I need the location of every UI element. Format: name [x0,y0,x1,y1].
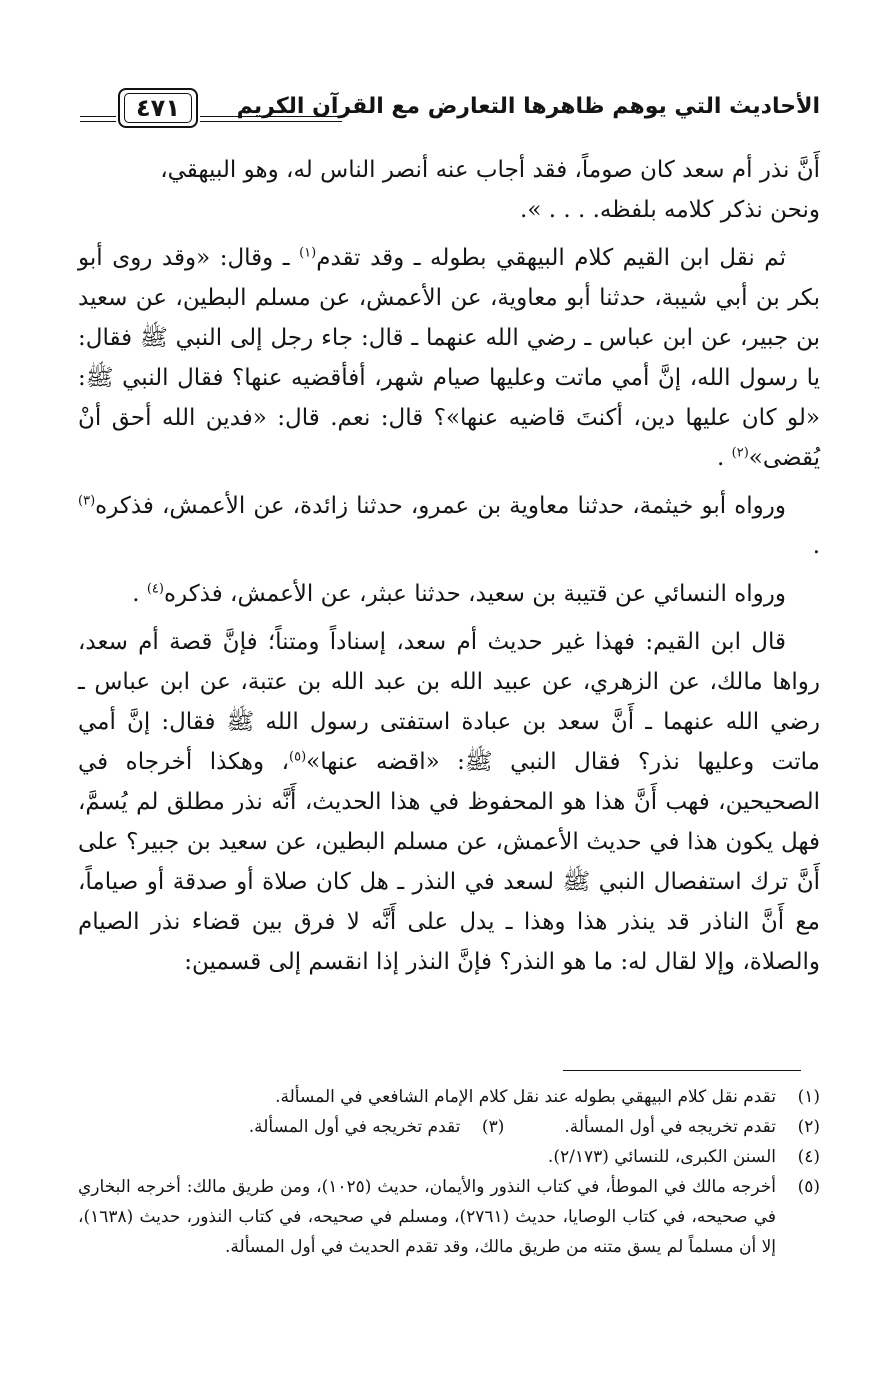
footnote-ref-5: (٥) [289,749,307,765]
footnote-2-3-row [78,1112,820,1142]
footnote-1-text: تقدم نقل كلام البيهقي بطوله عند نقل كلام الإمام الشافعي في المسألة. [275,1087,776,1107]
paragraph-3 [78,486,820,566]
paragraph-1-line-2: ونحن نذكر كلامه بلفظه. . . . ». [520,197,820,223]
footnote-ref-3: (٣) [78,493,96,509]
running-header [80,88,820,132]
paragraph-1 [78,150,820,230]
footnote-5-text: أخرجه مالك في الموطأ، في كتاب النذور والأيمان، حديث (١٠٢٥)، ومن طريق مالك: أخرجه البخاري في صحيحه، في كتاب الوصايا، حديث (٢٧٦١)، ومسلم في صحيحه، في كتاب النذور، حديث (١٦٣٨)، إلا أن مسلماً لم يسق متنه من طريق مالك، وقد تقدم الحديث في أول المسألة. [78,1177,776,1257]
paragraph-5 [78,622,820,982]
footnote-4-number: (٤) [797,1147,820,1167]
footnote-3-text: تقدم تخريجه في أول المسألة. [248,1117,461,1137]
footnote-1 [78,1082,820,1112]
page-number-badge [118,88,198,128]
footnote-2 [564,1112,820,1142]
footnote-divider [563,1070,801,1071]
footnote-ref-4: (٤) [146,581,164,597]
page-number: ٤٧١ [124,93,192,123]
footnote-3-number: (٣) [481,1117,505,1137]
body-text [78,150,820,990]
footnotes [78,1082,820,1262]
footnote-2-text: تقدم تخريجه في أول المسألة. [564,1117,776,1137]
footnote-ref-1: (١) [299,245,317,261]
paragraph-1-line-1: أَنَّ نذر أم سعد كان صوماً، فقد أجاب عنه أنصر الناس له، وهو البيهقي، [160,157,820,183]
paragraph-3-text-b: . [812,533,820,559]
paragraph-4-text-a: ورواه النسائي عن قتيبة بن سعيد، حدثنا عبثر، عن الأعمش، فذكره [163,581,786,607]
paragraph-2 [78,238,820,478]
header-rule [200,116,342,122]
footnote-1-number: (١) [797,1087,820,1107]
paragraph-2-text-b: ـ وقال: «وقد روى أبو بكر بن أبي شيبة، حدثنا أبو معاوية، عن الأعمش، عن مسلم البطين، عن سعيد بن جبير، عن ابن عباس ـ رضي الله عنهما ـ قال: جاء رجل إلى النبي ﷺ فقال: يا رسول الله، إنَّ أمي ماتت وعليها صيام شهر، أفأقضيه عنها؟ فقال النبي ﷺ: «لو كان عليها دين، أكنتَ قاضيه عنها»؟ قال: نعم. قال: «فدين الله أحق أنْ يُقضى» [78,245,820,471]
footnote-3 [249,1112,505,1142]
footnote-2-number: (٢) [797,1117,820,1137]
footnote-5 [78,1172,820,1262]
header-title: الأحاديث التي يوهم ظاهرها التعارض مع القرآن الكريم [236,94,820,119]
paragraph-5-text-b: ، وهكذا أخرجاه في الصحيحين، فهب أَنَّ هذا هو المحفوظ في هذا الحديث، أَنَّه نذر مطلق لم يُسمَّ، فهل يكون هذا في حديث الأعمش، عن مسلم البطين، عن سعيد بن جبير؟ على أَنَّ ترك استفصال النبي ﷺ لسعد في النذر ـ هل كان صلاة أو صدقة أو صياماً، مع أَنَّ الناذر قد ينذر هذا وهذا ـ يدل على أَنَّه لا فرق بين قضاء نذر الصيام والصلاة، وإلا لقال له: ما هو النذر؟ فإنَّ النذر إذا انقسم إلى قسمين: [78,749,820,975]
header-rule-left [80,116,116,122]
footnote-4-text: السنن الكبرى، للنسائي (٢/١٧٣). [547,1147,776,1167]
paragraph-4-text-b: . [132,581,147,607]
footnote-5-number: (٥) [797,1177,820,1197]
paragraph-3-text-a: ورواه أبو خيثمة، حدثنا معاوية بن عمرو، حدثنا زائدة، عن الأعمش، فذكره [95,493,786,519]
footnote-4 [78,1142,820,1172]
paragraph-5-text-a: قال ابن القيم: فهذا غير حديث أم سعد، إسناداً ومتناً؛ فإنَّ قصة أم سعد، رواها مالك، عن الزهري، عن عبيد الله بن عبد الله بن عتبة، عن ابن عباس ـ رضي الله عنهما ـ أَنَّ سعد بن عبادة استفتى رسول الله ﷺ فقال: إنَّ أمي ماتت وعليها نذر؟ فقال النبي ﷺ: «اقضه عنها» [78,629,820,775]
paragraph-4 [78,574,820,614]
paragraph-2-text-c: . [717,445,732,471]
paragraph-2-text-a: ثم نقل ابن القيم كلام البيهقي بطوله ـ وقد تقدم [316,245,786,271]
footnote-ref-2: (٢) [731,445,749,461]
